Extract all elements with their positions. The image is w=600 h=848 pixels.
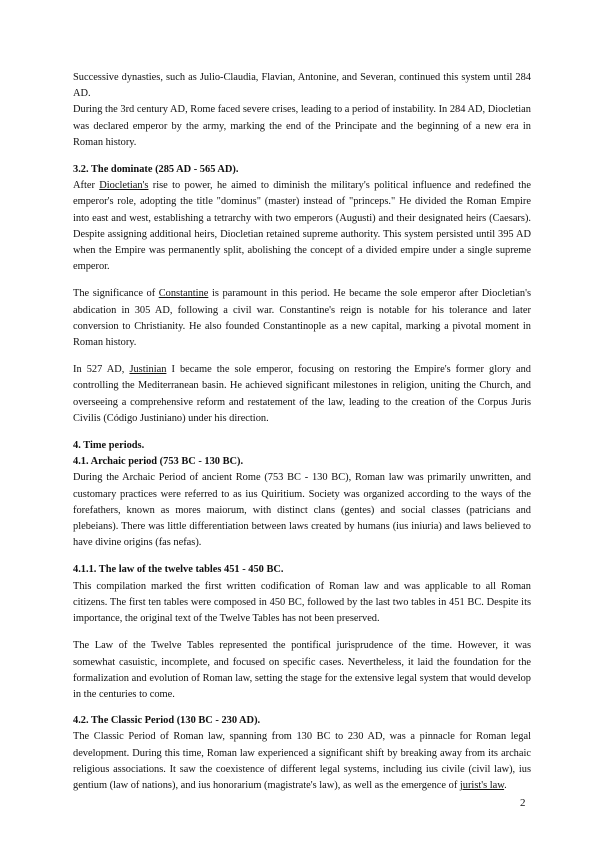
paragraph-constantine <box>73 286 531 351</box>
paragraph-archaic: During the Archaic Period of ancient Rome (753 BC - 130 BC), Roman law was primarily unwritten, and customary practices were referred to as ius Quiritium. Society was organized according to the ways of the forefathers, known as mores maiorum, with distinct clans (gentes) and social classes (patricians and plebeians). There was little differentiation between laws created by humans (ius iniuria) and laws believed to have divine origins (fas nefas). <box>73 472 531 549</box>
paragraph-justinian <box>73 362 531 427</box>
paragraph-twelve-tables-2: The Law of the Twelve Tables represented the pontifical jurisprudence of the time. However, it was somewhat casuistic, incomplete, and focused on specific cases. Nevertheless, it laid the foundation for the formalization and evolution of Roman law, setting the stage for the extensive legal system that would develop in the centuries to come. <box>73 640 531 700</box>
text-run: is paramount in this period. He became the sole emperor after Diocletian's abdication in 305 AD, following a civil war. Constantine's reign is notable for his tolerance and later conversion to Christianity. He also founded Constantinople as a new capital, marking a pivotal moment in Roman history. <box>73 288 531 349</box>
paragraph-third-century: During the 3rd century AD, Rome faced severe crises, leading to a period of instability. In 284 AD, Diocletian was declared emperor by the army, marking the end of the Principate and the beginning of a new era in Roman history. <box>73 104 531 148</box>
heading-dominate: 3.2. The dominate (285 AD - 565 AD). <box>73 164 239 176</box>
text-run: After <box>73 180 100 192</box>
text-run: . <box>504 779 507 791</box>
text-run: The significance of <box>73 288 159 300</box>
paragraph-diocletian <box>73 178 531 275</box>
text-run: I became the sole emperor, focusing on restoring the Empire's former glory and controlling the Mediterranean basin. He achieved significant milestones in religion, uniting the Church, and overseeing a comprehensive reform and restatement of the law, leading to the creation of the Corpus Juris Civilis (Código Justiniano) under his direction. <box>73 364 531 424</box>
paragraph-classic <box>73 729 531 794</box>
text-run: In 527 AD, <box>73 364 130 376</box>
paragraph-twelve-tables-1: This compilation marked the first written codification of Roman law and was applicable to all Roman citizens. The first ten tables were composed in 450 BC, followed by the last two tables in 451 BC. Despite its importance, the original text of the Twelve Tables has not been preserved. <box>73 580 531 625</box>
page-number: 2 <box>520 797 526 809</box>
text-run: rise to power, he aimed to diminish the military's political influence and redefined the emperor's role, adopting the title "dominus" (master) instead of "princeps." He divided the Roman Empire into east and west, establishing a tetrarchy with two emperors (Augusti) and their designated heirs (Caesars). Despite assigning additional heirs, Diocletian retained supreme authority. This system persisted until 395 AD when the Empire was permanently split, abolishing the concept of a divided empire under a single supreme emperor. <box>73 180 531 273</box>
document-body <box>73 70 531 794</box>
heading-archaic-period: 4.1. Archaic period (753 BC - 130 BC). <box>73 456 244 468</box>
heading-classic-period: 4.2. The Classic Period (130 BC - 230 AD). <box>73 715 261 727</box>
heading-time-periods: 4. Time periods. <box>73 440 145 452</box>
heading-twelve-tables: 4.1.1. The law of the twelve tables 451 - 450 BC. <box>73 564 284 576</box>
link-jurists-law[interactable]: jurist's law <box>459 779 505 791</box>
link-justinian[interactable]: Justinian <box>129 364 167 376</box>
text-run: The Classic Period of Roman law, spanning from 130 BC to 230 AD, was a pinnacle for Roman legal development. During this time, Roman law experienced a significant shift by breaking away from its archaic religious associations. It saw the coexistence of different legal systems, including ius civile (civil law), ius gentium (law of nations), and ius honorarium (magistrate's law), as well as the emergence of <box>73 731 531 791</box>
link-constantine[interactable]: Constantine <box>158 288 209 300</box>
link-diocletian[interactable]: Diocletian's <box>99 180 149 192</box>
paragraph-dynasties: Successive dynasties, such as Julio-Claudia, Flavian, Antonine, and Severan, continued this system until 284 AD. <box>73 72 531 100</box>
